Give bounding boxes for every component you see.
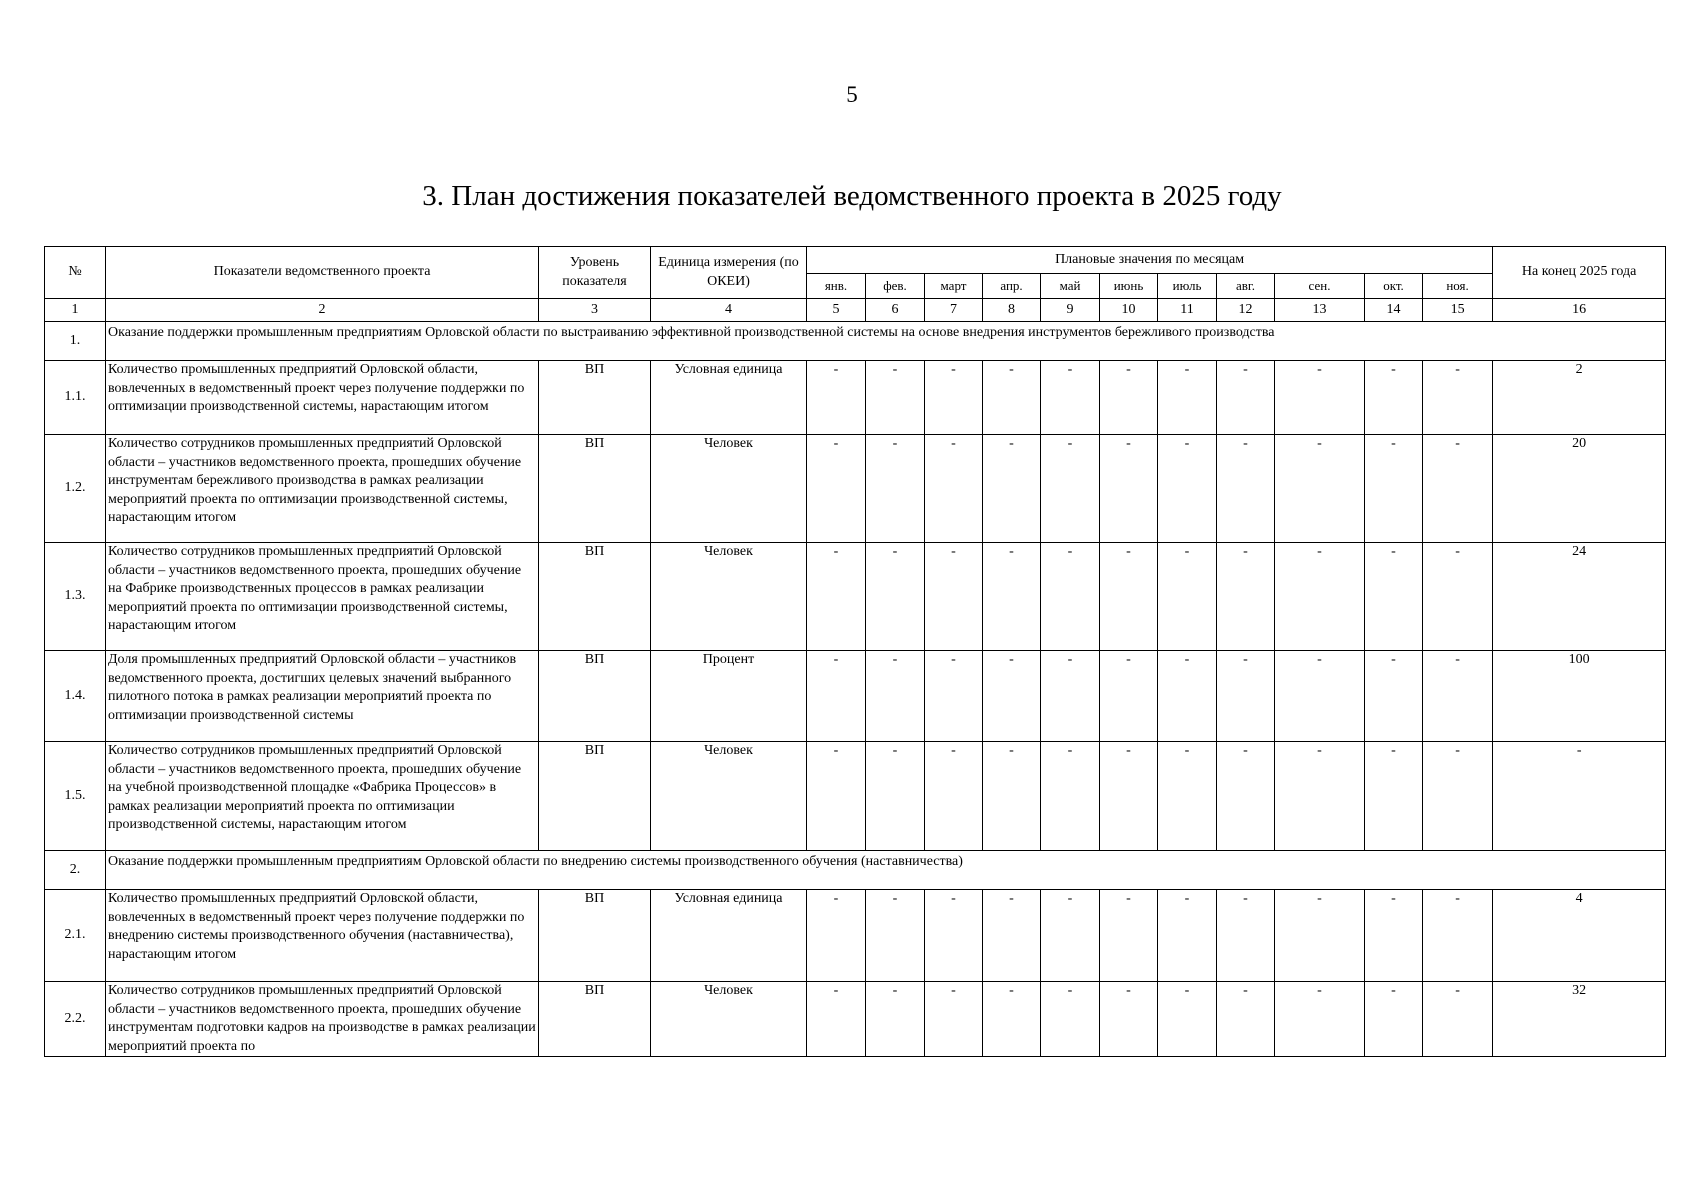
header-month: март (925, 274, 983, 299)
month-value: - (1217, 742, 1275, 851)
month-value: - (1100, 651, 1158, 742)
header-month: апр. (983, 274, 1041, 299)
month-value: - (925, 651, 983, 742)
row-number: 1.2. (45, 435, 106, 543)
month-value: - (866, 435, 925, 543)
header-no: № (45, 247, 106, 299)
month-value: - (1217, 982, 1275, 1057)
year-end-value: - (1493, 742, 1666, 851)
indicator-level: ВП (539, 435, 651, 543)
header-unit: Единица измерения (по ОКЕИ) (651, 247, 807, 299)
year-end-value: 32 (1493, 982, 1666, 1057)
column-number: 11 (1158, 299, 1217, 322)
header-month: авг. (1217, 274, 1275, 299)
month-value: - (866, 543, 925, 651)
month-value: - (1041, 435, 1100, 543)
month-value: - (983, 890, 1041, 982)
indicator-unit: Человек (651, 543, 807, 651)
page-number: 5 (846, 82, 858, 107)
month-value: - (807, 361, 866, 435)
month-value: - (1365, 435, 1423, 543)
month-value: - (1275, 435, 1365, 543)
month-value: - (1158, 651, 1217, 742)
indicator-name: Количество промышленных предприятий Орловской области, вовлеченных в ведомственный проект через получение поддержки по внедрению системы производственного обучения (наставничества), нарастающим итогом (106, 890, 539, 982)
header-year-end: На конец 2025 года (1493, 247, 1666, 299)
header-indicator: Показатели ведомственного проекта (106, 247, 539, 299)
month-value: - (1275, 543, 1365, 651)
month-value: - (1100, 742, 1158, 851)
month-value: - (1365, 890, 1423, 982)
month-value: - (866, 890, 925, 982)
column-number: 15 (1423, 299, 1493, 322)
column-number: 12 (1217, 299, 1275, 322)
month-value: - (1365, 982, 1423, 1057)
indicator-unit: Условная единица (651, 361, 807, 435)
month-value: - (1158, 543, 1217, 651)
column-number: 7 (925, 299, 983, 322)
section-number: 1. (45, 322, 106, 361)
header-month: янв. (807, 274, 866, 299)
indicator-row (45, 890, 1666, 982)
month-value: - (1275, 890, 1365, 982)
month-value: - (1158, 982, 1217, 1057)
month-value: - (983, 361, 1041, 435)
month-value: - (1100, 435, 1158, 543)
indicator-unit: Процент (651, 651, 807, 742)
year-end-value: 2 (1493, 361, 1666, 435)
month-value: - (1423, 742, 1493, 851)
column-number: 8 (983, 299, 1041, 322)
indicator-name: Количество промышленных предприятий Орловской области, вовлеченных в ведомственный проект через получение поддержки по оптимизации производственной системы, нарастающим итогом (106, 361, 539, 435)
month-value: - (983, 435, 1041, 543)
month-value: - (866, 361, 925, 435)
month-value: - (983, 982, 1041, 1057)
indicator-unit: Человек (651, 982, 807, 1057)
month-value: - (1275, 742, 1365, 851)
indicator-row (45, 651, 1666, 742)
column-number: 2 (106, 299, 539, 322)
month-value: - (1365, 543, 1423, 651)
indicator-name: Количество сотрудников промышленных предприятий Орловской области – участников ведомственного проекта, прошедших обучение на учебной производственной площадке «Фабрика Процессов» в рамках реализации мероприятий проекта по оптимизации производственной системы, нарастающим итогом (106, 742, 539, 851)
month-value: - (1365, 742, 1423, 851)
month-value: - (1158, 435, 1217, 543)
section-row (45, 851, 1666, 890)
header-month: фев. (866, 274, 925, 299)
section-row (45, 322, 1666, 361)
month-value: - (1158, 361, 1217, 435)
column-number: 9 (1041, 299, 1100, 322)
month-value: - (807, 435, 866, 543)
month-value: - (1041, 742, 1100, 851)
column-number: 5 (807, 299, 866, 322)
month-value: - (1423, 651, 1493, 742)
month-value: - (1217, 361, 1275, 435)
month-value: - (983, 651, 1041, 742)
month-value: - (1423, 890, 1493, 982)
month-value: - (1275, 982, 1365, 1057)
indicator-row (45, 982, 1666, 1057)
month-value: - (1100, 890, 1158, 982)
header-month: июль (1158, 274, 1217, 299)
header-month: сен. (1275, 274, 1365, 299)
month-value: - (1158, 742, 1217, 851)
month-value: - (925, 361, 983, 435)
month-value: - (807, 982, 866, 1057)
month-value: - (1041, 543, 1100, 651)
month-value: - (1100, 543, 1158, 651)
indicator-row (45, 543, 1666, 651)
month-value: - (1423, 982, 1493, 1057)
indicator-level: ВП (539, 651, 651, 742)
column-number: 13 (1275, 299, 1365, 322)
month-value: - (1217, 651, 1275, 742)
month-value: - (1100, 361, 1158, 435)
month-value: - (925, 890, 983, 982)
column-number: 6 (866, 299, 925, 322)
month-value: - (866, 742, 925, 851)
year-end-value: 20 (1493, 435, 1666, 543)
indicator-level: ВП (539, 543, 651, 651)
indicator-level: ВП (539, 361, 651, 435)
month-value: - (807, 651, 866, 742)
month-value: - (866, 651, 925, 742)
indicator-level: ВП (539, 742, 651, 851)
indicator-level: ВП (539, 982, 651, 1057)
month-value: - (1423, 435, 1493, 543)
month-value: - (1365, 361, 1423, 435)
header-month: июнь (1100, 274, 1158, 299)
month-value: - (1041, 890, 1100, 982)
indicator-name: Доля промышленных предприятий Орловской области – участников ведомственного проекта, достигших целевых значений выбранного пилотного потока в рамках реализации мероприятий проекта по оптимизации производственной системы (106, 651, 539, 742)
indicator-name: Количество сотрудников промышленных предприятий Орловской области – участников ведомственного проекта, прошедших обучение на Фабрике производственных процессов в рамках реализации мероприятий проекта по оптимизации производственной системы, нарастающим итогом (106, 543, 539, 651)
month-value: - (925, 435, 983, 543)
section-title: Оказание поддержки промышленным предприятиям Орловской области по выстраиванию эффективной производственной системы на основе внедрения инструментов бережливого производства (106, 322, 1666, 361)
column-number: 16 (1493, 299, 1666, 322)
row-number: 1.3. (45, 543, 106, 651)
month-value: - (1217, 543, 1275, 651)
header-level: Уровень показателя (539, 247, 651, 299)
month-value: - (1217, 890, 1275, 982)
header-month: ноя. (1423, 274, 1493, 299)
row-number: 2.1. (45, 890, 106, 982)
indicator-unit: Человек (651, 742, 807, 851)
plan-table (44, 246, 1666, 1057)
section-number: 2. (45, 851, 106, 890)
column-number: 1 (45, 299, 106, 322)
indicator-row (45, 361, 1666, 435)
row-number: 2.2. (45, 982, 106, 1057)
indicator-unit: Условная единица (651, 890, 807, 982)
month-value: - (1423, 543, 1493, 651)
row-number: 1.4. (45, 651, 106, 742)
month-value: - (983, 543, 1041, 651)
column-number: 4 (651, 299, 807, 322)
month-value: - (1275, 651, 1365, 742)
year-end-value: 100 (1493, 651, 1666, 742)
header-monthly: Плановые значения по месяцам (807, 247, 1493, 274)
column-number: 14 (1365, 299, 1423, 322)
month-value: - (807, 543, 866, 651)
indicator-level: ВП (539, 890, 651, 982)
month-value: - (925, 982, 983, 1057)
month-value: - (1041, 982, 1100, 1057)
column-number: 3 (539, 299, 651, 322)
month-value: - (925, 543, 983, 651)
indicator-unit: Человек (651, 435, 807, 543)
column-number: 10 (1100, 299, 1158, 322)
month-value: - (1217, 435, 1275, 543)
header-month: окт. (1365, 274, 1423, 299)
month-value: - (1275, 361, 1365, 435)
row-number: 1.5. (45, 742, 106, 851)
month-value: - (983, 742, 1041, 851)
month-value: - (1041, 361, 1100, 435)
month-value: - (1423, 361, 1493, 435)
indicator-name: Количество сотрудников промышленных предприятий Орловской области – участников ведомственного проекта, прошедших обучение инструментам подготовки кадров на производстве в рамках реализации мероприятий проекта по (106, 982, 539, 1057)
section-title: Оказание поддержки промышленным предприятиям Орловской области по внедрению системы производственного обучения (наставничества) (106, 851, 1666, 890)
month-value: - (866, 982, 925, 1057)
month-value: - (1100, 982, 1158, 1057)
indicator-name: Количество сотрудников промышленных предприятий Орловской области – участников ведомственного проекта, прошедших обучение инструментам бережливого производства в рамках реализации мероприятий проекта по оптимизации производственной системы, нарастающим итогом (106, 435, 539, 543)
month-value: - (1041, 651, 1100, 742)
indicator-row (45, 435, 1666, 543)
year-end-value: 4 (1493, 890, 1666, 982)
document-title: 3. План достижения показателей ведомственного проекта в 2025 году (422, 180, 1282, 212)
year-end-value: 24 (1493, 543, 1666, 651)
month-value: - (925, 742, 983, 851)
month-value: - (1158, 890, 1217, 982)
header-month: май (1041, 274, 1100, 299)
month-value: - (1365, 651, 1423, 742)
indicator-row (45, 742, 1666, 851)
month-value: - (807, 890, 866, 982)
row-number: 1.1. (45, 361, 106, 435)
month-value: - (807, 742, 866, 851)
